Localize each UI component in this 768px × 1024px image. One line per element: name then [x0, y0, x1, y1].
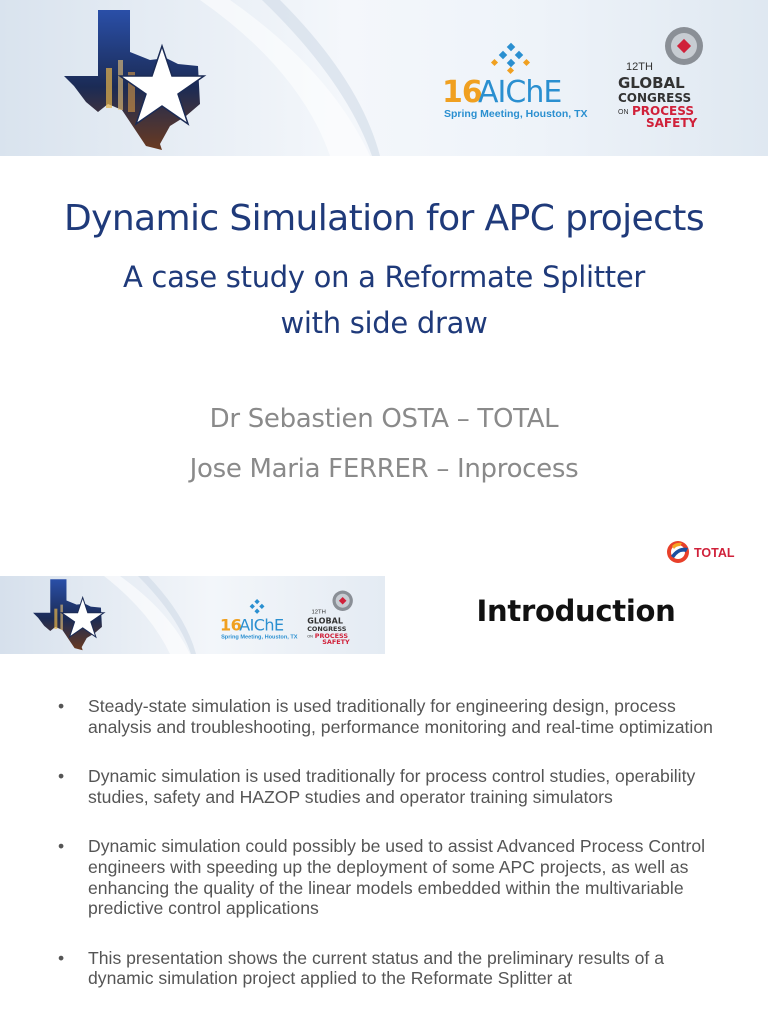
- texas-star-logo: [30, 578, 106, 652]
- svg-text:PROCESS: PROCESS: [632, 104, 694, 118]
- svg-text:12TH: 12TH: [626, 61, 653, 73]
- svg-text:SAFETY: SAFETY: [646, 116, 698, 130]
- slide-title: Dynamic Simulation for APC projects: [64, 198, 704, 239]
- subtitle-line-1: A case study on a Reformate Splitter: [122, 260, 646, 294]
- svg-text:PROCESS: PROCESS: [314, 631, 349, 640]
- bullet-text: This presentation shows the current status and the preliminary results of a dynamic simulation project applied to the Reformate Splitter at: [88, 947, 664, 989]
- bullet-text: Steady-state simulation is used traditionally for engineering design, process analysis and troubleshooting, performance monitoring and real-time optimization: [88, 696, 713, 737]
- svg-text:Spring Meeting, Houston, TX: Spring Meeting, Houston, TX: [221, 634, 298, 641]
- svg-text:ON: ON: [307, 634, 313, 639]
- author-2: Jose Maria FERRER – Inprocess: [189, 454, 579, 484]
- bullet-item: [58, 696, 718, 737]
- svg-text:SAFETY: SAFETY: [322, 638, 350, 647]
- svg-text:AIChE: AIChE: [239, 615, 284, 635]
- total-logo: [666, 538, 746, 566]
- aiche-logo: [442, 42, 592, 122]
- svg-text:ON: ON: [618, 109, 629, 116]
- header-banner-small: [0, 576, 385, 654]
- svg-text:GLOBAL: GLOBAL: [307, 616, 344, 626]
- svg-text:16: 16: [442, 75, 482, 110]
- bullet-item: [58, 766, 718, 807]
- subtitle-line-2: with side draw: [280, 306, 488, 340]
- bullet-item: [58, 948, 718, 989]
- global-congress-logo: [616, 26, 716, 134]
- header-banner: [0, 0, 768, 156]
- svg-text:16: 16: [220, 615, 242, 635]
- bullet-icon: •: [58, 696, 65, 716]
- slide-subtitle: [0, 254, 768, 346]
- svg-text:Spring Meeting, Houston, TX: Spring Meeting, Houston, TX: [444, 108, 588, 120]
- bullet-text: Dynamic simulation is used traditionally for process control studies, operability studies, safety and HAZOP studies and operator training simulators: [88, 766, 696, 807]
- svg-text:AIChE: AIChE: [478, 75, 562, 110]
- aiche-logo: [220, 598, 300, 642]
- bullet-item: [58, 836, 718, 918]
- svg-text:12TH: 12TH: [311, 609, 326, 616]
- bullet-icon: •: [58, 836, 65, 857]
- svg-text:CONGRESS: CONGRESS: [307, 624, 347, 633]
- svg-text:TOTAL: TOTAL: [694, 546, 735, 560]
- bullet-icon: •: [58, 947, 65, 968]
- slide-title: Introduction: [476, 594, 676, 628]
- bullet-icon: •: [58, 766, 65, 787]
- global-congress-logo: [306, 590, 360, 648]
- texas-star-logo: [58, 8, 208, 153]
- svg-text:GLOBAL: GLOBAL: [618, 74, 685, 92]
- bullet-text: Dynamic simulation could possibly be used to assist Advanced Process Control engineers with speeding up the deployment of some APC projects, as well as enhancing the quality of the linear models embedded within the multivariable predictive control applications: [88, 836, 706, 919]
- introduction-slide: [0, 572, 768, 1024]
- author-1: Dr Sebastien OSTA – TOTAL: [209, 404, 559, 434]
- bullet-list: [58, 696, 718, 1018]
- svg-text:CONGRESS: CONGRESS: [618, 91, 692, 105]
